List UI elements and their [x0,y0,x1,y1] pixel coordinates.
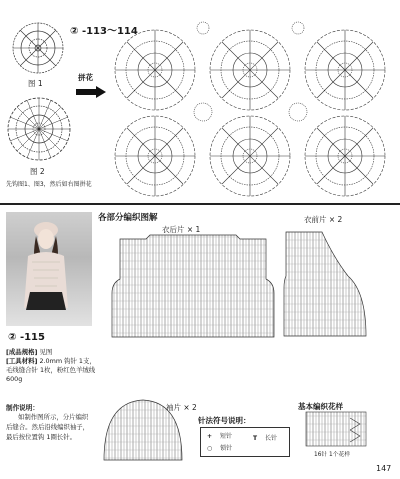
basic-pattern-title: 基本编织花样 [298,402,343,411]
materials-label: [工具材料] [6,357,38,365]
section-title: 各部分编织图解 [98,213,158,223]
basic-pattern-repeat: 16针 1个花样 [314,452,351,458]
page-number: 147 [376,464,392,473]
symbol-chain: ○ 锁针 [207,445,233,452]
specs-block [6,348,96,384]
symbol-double-crochet: T 长针 [253,435,278,442]
specs-value: 见图 [39,348,53,356]
symbols-box [200,427,290,457]
model-photo [6,212,92,326]
sleeve-piece-chart [102,398,184,460]
join-label: 拼花 [78,73,93,82]
materials-value: 2.0mm 钩针 1支，毛线缝合针 1枚，粉红色羊绒线 600g [6,357,96,383]
back-piece-label: 衣后片 × 1 [162,225,201,234]
method-label: 制作说明： [6,404,39,412]
section-divider [0,203,400,205]
pattern-number: ② -113～114 [70,26,138,37]
front-piece-chart [282,228,368,336]
sleeve-piece-label: 袖片 × 2 [166,403,197,412]
motif-figure-1 [10,20,66,76]
method-text: 如制作图所示，分片编织后缝合。然后沿线编织袖子，最后按位置钩 1圈长针。 [6,413,90,441]
figure-caption: 先钩图1、图3，然后如右图拼花 [6,181,92,188]
joined-motif-grid [108,28,392,198]
figure-2-label: 图 2 [30,167,45,176]
back-piece-chart [110,233,276,337]
front-piece-label: 衣前片 × 2 [304,215,343,224]
arrow-right-icon [76,86,106,98]
motif-figure-2 [6,96,72,162]
symbols-title: 针法符号说明： [198,416,251,425]
product-number: ② -115 [8,332,45,343]
figure-1-label: 图 1 [28,79,43,88]
symbol-single-crochet: + 短针 [207,433,232,440]
specs-label: [成品规格] [6,348,38,356]
basic-pattern-chart [306,412,366,446]
